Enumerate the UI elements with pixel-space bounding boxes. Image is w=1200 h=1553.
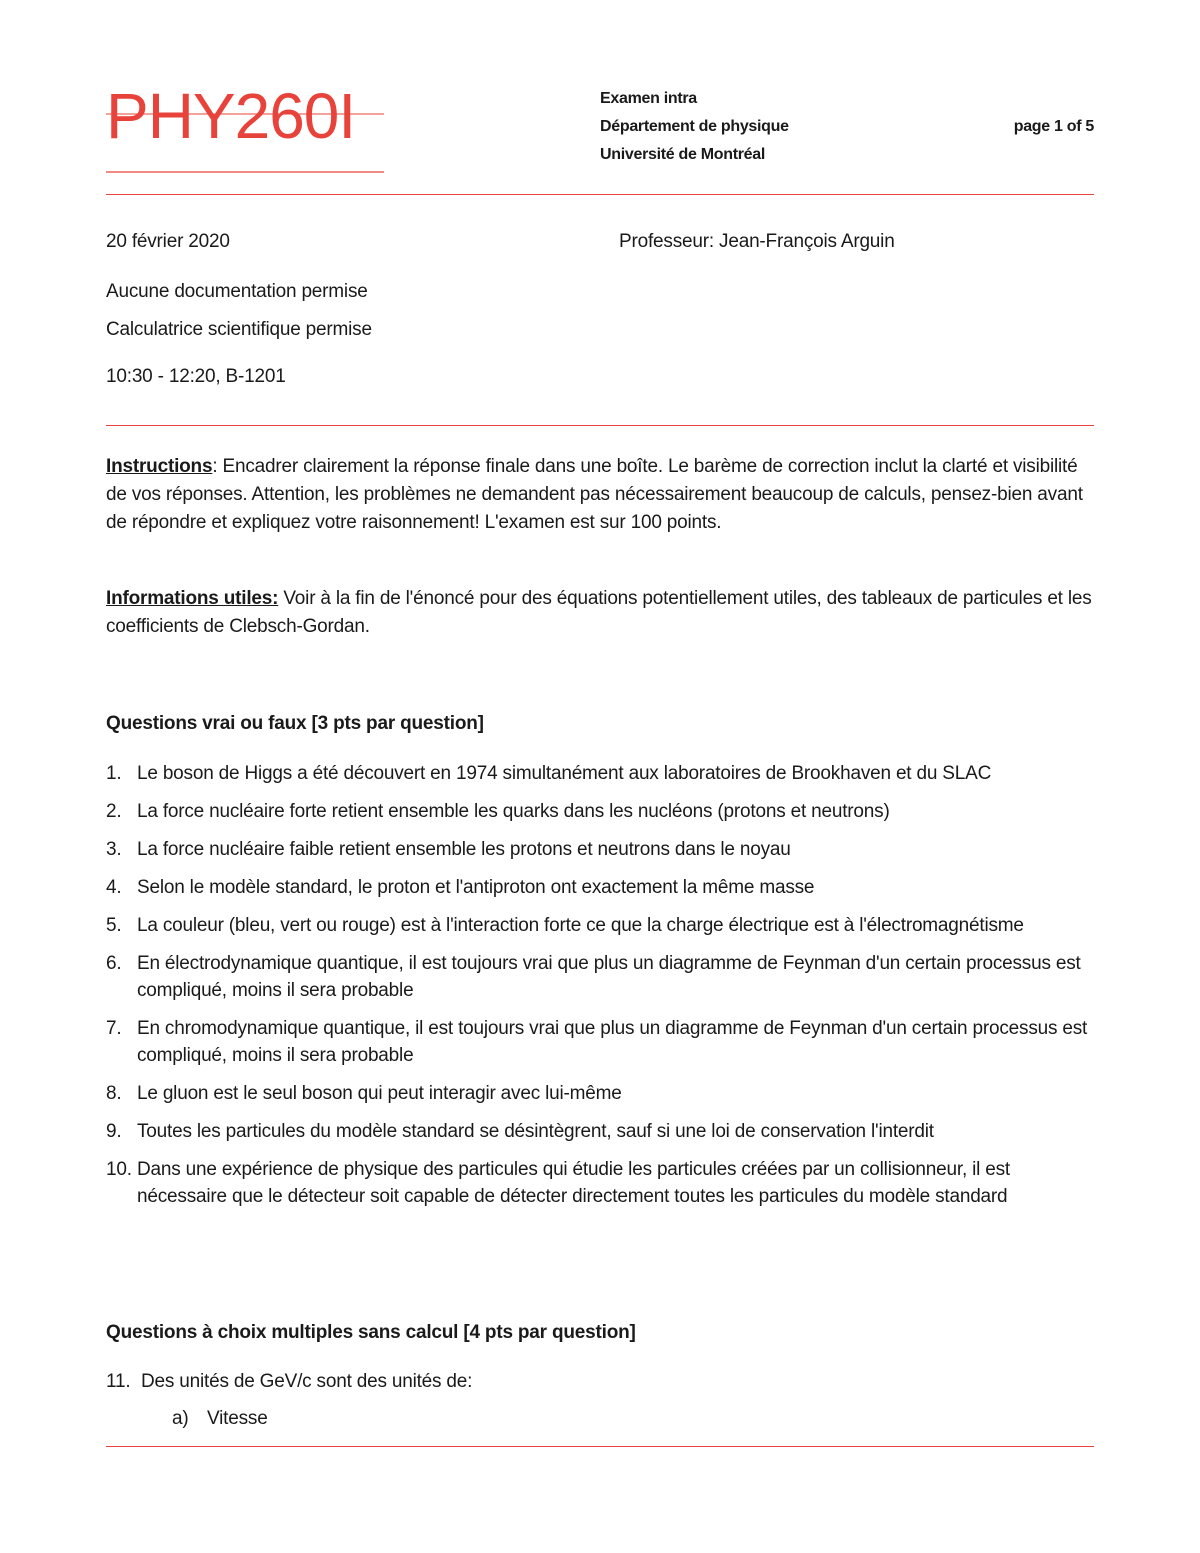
- list-item: [106, 1015, 1096, 1069]
- instructions-label: Instructions: [106, 456, 213, 477]
- logo-text: PHY260I: [106, 80, 356, 152]
- question-number: 10.: [106, 1159, 132, 1180]
- useful-info-paragraph: [106, 585, 1096, 641]
- exam-type: Examen intra: [600, 90, 697, 107]
- question-text: Le boson de Higgs a été découvert en 1974 simultanément aux laboratoires de Brookhaven et du SLAC: [137, 763, 992, 784]
- info-divider: [106, 425, 1094, 426]
- question-number: 5.: [106, 915, 122, 936]
- list-item: [106, 1118, 1096, 1145]
- list-item: [106, 874, 1096, 901]
- question-text: Le gluon est le seul boson qui peut interagir avec lui-même: [137, 1083, 622, 1104]
- question-number: 4.: [106, 877, 122, 898]
- footer-divider: [106, 1446, 1094, 1447]
- useful-info-label: Informations utiles:: [106, 588, 279, 609]
- question-number: 7.: [106, 1018, 122, 1039]
- page-indicator: page 1 of 5: [1013, 118, 1094, 135]
- true-false-list: [106, 760, 1096, 1210]
- question-number: 2.: [106, 801, 122, 822]
- list-item: [106, 1080, 1096, 1107]
- question-text: Selon le modèle standard, le proton et l'antiproton ont exactement la même masse: [137, 877, 815, 898]
- calculator-rule: Calculatrice scientifique permise: [106, 319, 372, 340]
- question-number: 1.: [106, 763, 122, 784]
- question-text: La force nucléaire faible retient ensemble les protons et neutrons dans le noyau: [137, 839, 791, 860]
- header-divider: [106, 194, 1094, 195]
- multiple-choice-title: Questions à choix multiples sans calcul [4 pts par question]: [106, 1322, 636, 1343]
- question-number: 6.: [106, 953, 122, 974]
- question-number: 9.: [106, 1121, 122, 1142]
- question-text: En chromodynamique quantique, il est toujours vrai que plus un diagramme de Feynman d'un certain processus est compliqué, moins il sera probable: [137, 1018, 1088, 1066]
- question-11-text: Des unités de GeV/c sont des unités de:: [141, 1371, 473, 1392]
- time-room: 10:30 - 12:20, B-1201: [106, 366, 286, 387]
- list-item: [106, 836, 1096, 863]
- instructions-paragraph: [106, 453, 1096, 537]
- list-item: [106, 950, 1096, 1004]
- list-item: [106, 912, 1096, 939]
- course-logo: [106, 80, 384, 174]
- documentation-rule: Aucune documentation permise: [106, 281, 368, 302]
- instructions-text: : Encadrer clairement la réponse finale dans une boîte. Le barème de correction inclut la clarté et visibilité de vos réponses. Attention, les problèmes ne demandent pas nécessairement beaucoup de calculs, pensez-bien avant de répondre et expliquez votre raisonnement! L'examen est sur 100 points.: [106, 456, 1083, 533]
- option-a-label: a): [172, 1408, 189, 1429]
- question-text: La force nucléaire forte retient ensemble les quarks dans les nucléons (protons et neutrons): [137, 801, 890, 822]
- question-11-number: 11.: [106, 1371, 131, 1392]
- option-a-text: Vitesse: [207, 1408, 268, 1429]
- exam-date: 20 février 2020: [106, 231, 230, 252]
- useful-info-text: Voir à la fin de l'énoncé pour des équations potentiellement utiles, des tableaux de particules et les coefficients de Clebsch-Gordan.: [106, 588, 1092, 637]
- true-false-title: Questions vrai ou faux [3 pts par question]: [106, 713, 484, 734]
- university: Université de Montréal: [600, 146, 766, 163]
- question-text: Dans une expérience de physique des particules qui étudie les particules créées par un collisionneur, il est nécessaire que le détecteur soit capable de détecter directement toutes les particules du modèle standard: [137, 1159, 1010, 1207]
- question-text: Toutes les particules du modèle standard se désintègrent, sauf si une loi de conservation l'interdit: [137, 1121, 934, 1142]
- list-item: [106, 1156, 1096, 1210]
- question-text: La couleur (bleu, vert ou rouge) est à l'interaction forte ce que la charge électrique est à l'électromagnétisme: [137, 915, 1024, 936]
- list-item: [106, 798, 1096, 825]
- list-item: [106, 760, 1096, 787]
- question-number: 3.: [106, 839, 122, 860]
- professor: Professeur: Jean-François Arguin: [619, 231, 895, 252]
- question-number: 8.: [106, 1083, 122, 1104]
- question-text: En électrodynamique quantique, il est toujours vrai que plus un diagramme de Feynman d'un certain processus est compliqué, moins il sera probable: [137, 953, 1081, 1001]
- department: Département de physique: [600, 118, 789, 135]
